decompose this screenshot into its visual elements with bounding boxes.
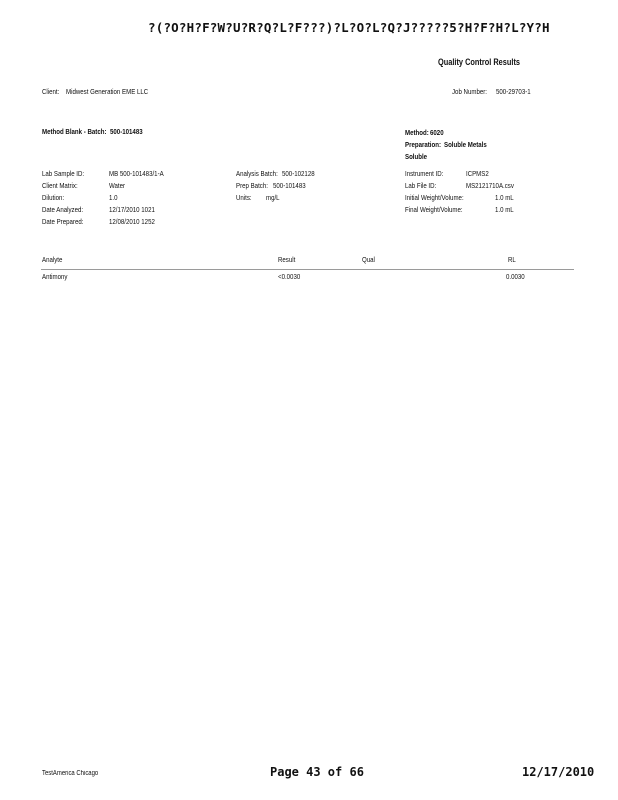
row-rl: 0.0030 [506, 272, 525, 281]
method-label: Method: [405, 128, 429, 137]
dilution-value: 1.0 [109, 193, 118, 202]
column-header-rl: RL [508, 255, 516, 264]
analysis-batch-value: 500-102128 [282, 169, 315, 178]
units-label: Units: [236, 193, 252, 202]
date-prepared-value: 12/08/2010 1252 [109, 217, 155, 226]
preparation-value: Soluble Metals [444, 140, 487, 149]
preparation-value-line2: Soluble [405, 152, 428, 161]
preparation-label: Preparation: [405, 140, 441, 149]
column-header-qual: Qual [362, 255, 375, 264]
row-analyte: Antimony [42, 272, 68, 281]
client-name: Midwest Generation EME LLC [66, 87, 149, 96]
row-result: <0.0030 [278, 272, 301, 281]
instrument-id-value: ICPMS2 [466, 169, 489, 178]
analysis-batch-label: Analysis Batch: [236, 169, 278, 178]
client-matrix-label: Client Matrix: [42, 181, 78, 190]
client-label: Client: [42, 87, 60, 96]
garbled-header-text: ?(?O?H?F?W?U?R?Q?L?F???)?L?O?L?Q?J?????5?H?F?H?L?Y?H [148, 20, 550, 35]
date-prepared-label: Date Prepared: [42, 217, 84, 226]
column-header-result: Result [278, 255, 296, 264]
report-title: Quality Control Results [438, 57, 521, 67]
initial-weight-volume-label: Initial Weight/Volume: [405, 193, 464, 202]
lab-sample-id-label: Lab Sample ID: [42, 169, 85, 178]
lab-file-id-label: Lab File ID: [405, 181, 437, 190]
job-number-label: Job Number: [452, 87, 487, 96]
table-header-divider [41, 269, 574, 270]
date-analyzed-label: Date Analyzed: [42, 205, 84, 214]
instrument-id-label: Instrument ID: [405, 169, 444, 178]
footer-lab-name: TestAmerica Chicago [42, 770, 99, 777]
final-weight-volume-value: 1.0 mL [495, 205, 514, 214]
method-blank-batch: 500-101483 [110, 127, 143, 136]
date-analyzed-value: 12/17/2010 1021 [109, 205, 155, 214]
prep-batch-value: 500-101483 [273, 181, 306, 190]
client-matrix-value: Water [109, 181, 126, 190]
column-header-analyte: Analyte [42, 255, 63, 264]
lab-file-id-value: MS2121710A.csv [466, 181, 514, 190]
prep-batch-label: Prep Batch: [236, 181, 268, 190]
initial-weight-volume-value: 1.0 mL [495, 193, 514, 202]
job-number-value: 500-29703-1 [496, 87, 531, 96]
footer-page-number: Page 43 of 66 [270, 765, 364, 779]
footer-date: 12/17/2010 [522, 765, 595, 779]
lab-sample-id-value: MB 500-101483/1-A [109, 169, 164, 178]
method-blank-heading: Method Blank - Batch: [42, 127, 107, 136]
method-value: 6020 [430, 128, 444, 137]
units-value: mg/L [266, 193, 280, 202]
final-weight-volume-label: Final Weight/Volume: [405, 205, 463, 214]
dilution-label: Dilution: [42, 193, 65, 202]
